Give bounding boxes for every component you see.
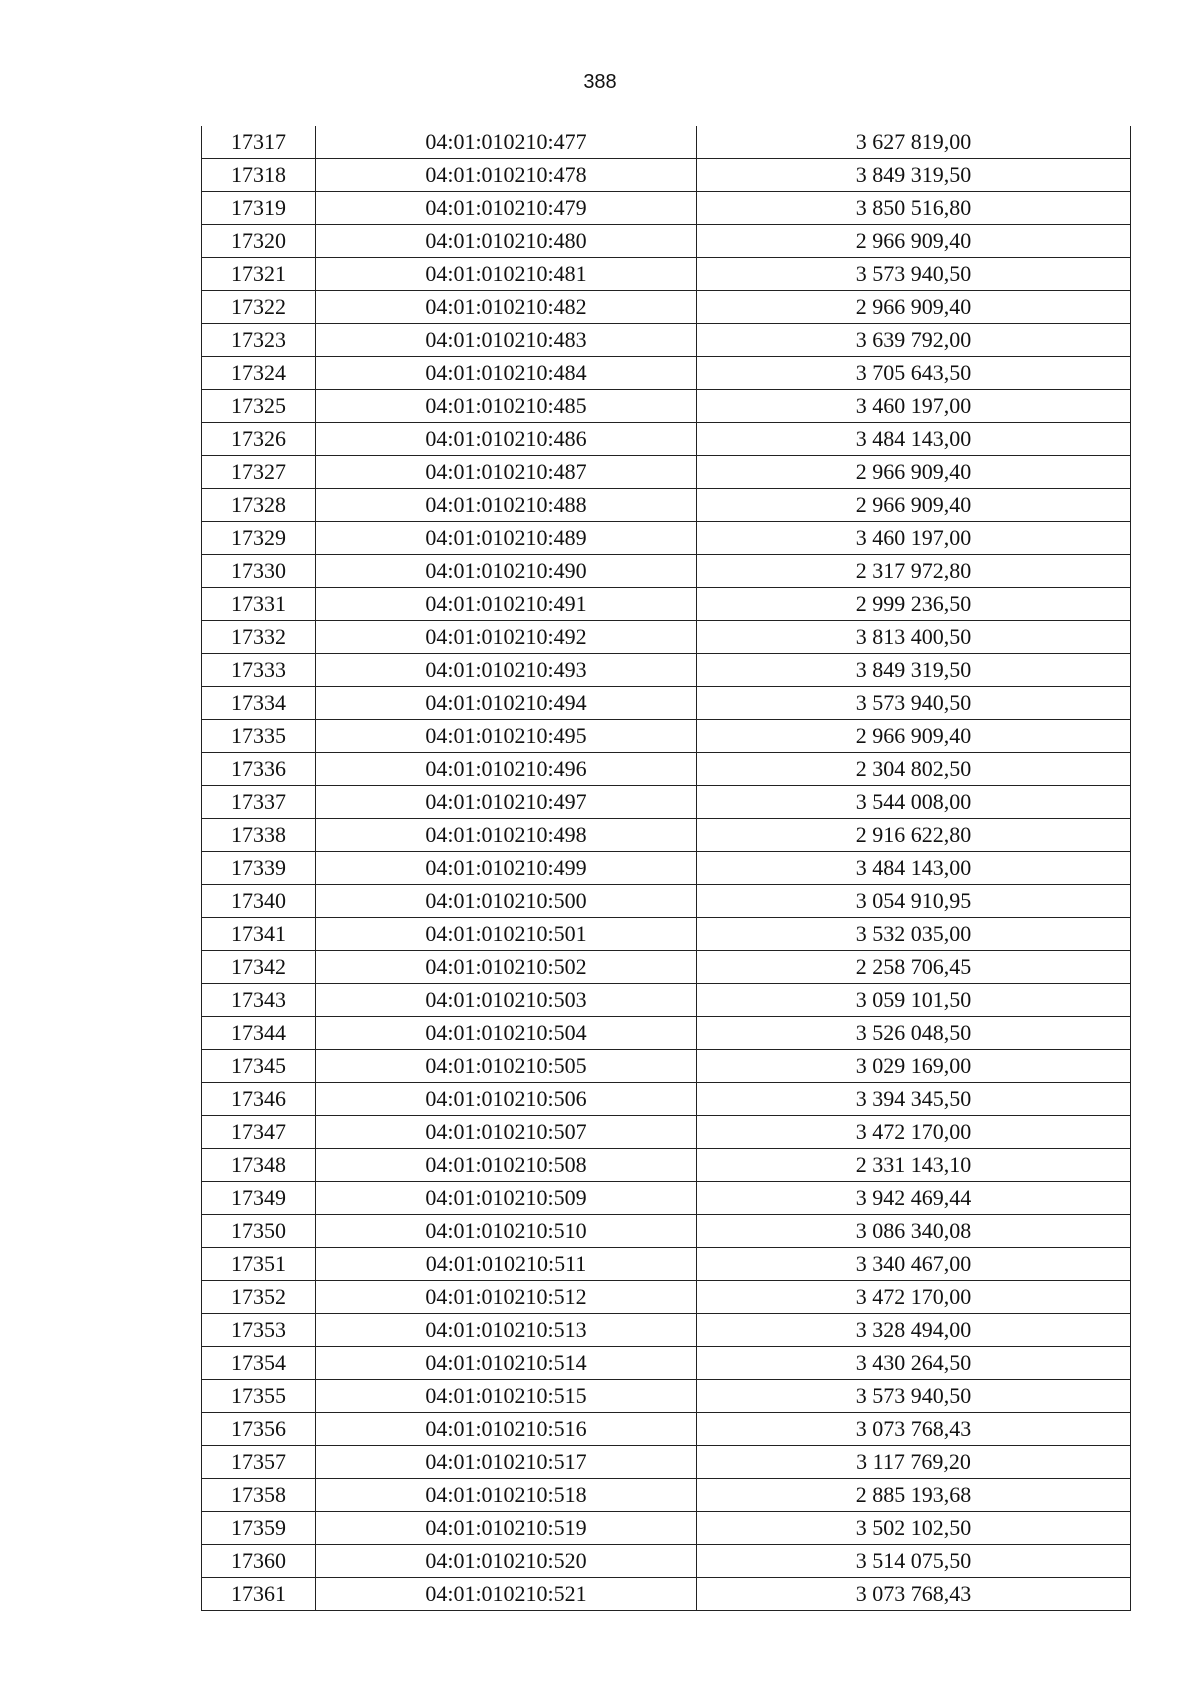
row-number-cell: 17346 bbox=[202, 1083, 316, 1116]
table-row bbox=[202, 258, 1131, 291]
table-row bbox=[202, 951, 1131, 984]
table-row bbox=[202, 1512, 1131, 1545]
row-number-cell: 17325 bbox=[202, 390, 316, 423]
row-number-cell: 17338 bbox=[202, 819, 316, 852]
table-row bbox=[202, 126, 1131, 159]
row-number-cell: 17357 bbox=[202, 1446, 316, 1479]
table-row bbox=[202, 819, 1131, 852]
table-row bbox=[202, 1446, 1131, 1479]
cadastral-value-cell: 3 813 400,50 bbox=[697, 621, 1131, 654]
cadastral-value-cell: 2 966 909,40 bbox=[697, 489, 1131, 522]
row-number-cell: 17339 bbox=[202, 852, 316, 885]
cadastral-number-cell: 04:01:010210:512 bbox=[316, 1281, 697, 1314]
cadastral-number-cell: 04:01:010210:493 bbox=[316, 654, 697, 687]
table-row bbox=[202, 1314, 1131, 1347]
cadastral-number-cell: 04:01:010210:494 bbox=[316, 687, 697, 720]
cadastral-value-cell: 3 850 516,80 bbox=[697, 192, 1131, 225]
table-row bbox=[202, 1545, 1131, 1578]
row-number-cell: 17359 bbox=[202, 1512, 316, 1545]
cadastral-number-cell: 04:01:010210:487 bbox=[316, 456, 697, 489]
cadastral-value-cell: 2 966 909,40 bbox=[697, 456, 1131, 489]
cadastral-number-cell: 04:01:010210:498 bbox=[316, 819, 697, 852]
cadastral-value-cell: 3 942 469,44 bbox=[697, 1182, 1131, 1215]
cadastral-value-cell: 3 054 910,95 bbox=[697, 885, 1131, 918]
cadastral-number-cell: 04:01:010210:509 bbox=[316, 1182, 697, 1215]
row-number-cell: 17322 bbox=[202, 291, 316, 324]
table-row bbox=[202, 1413, 1131, 1446]
row-number-cell: 17337 bbox=[202, 786, 316, 819]
table-row bbox=[202, 753, 1131, 786]
row-number-cell: 17344 bbox=[202, 1017, 316, 1050]
table-row bbox=[202, 423, 1131, 456]
cadastral-value-cell: 3 573 940,50 bbox=[697, 687, 1131, 720]
cadastral-number-cell: 04:01:010210:517 bbox=[316, 1446, 697, 1479]
row-number-cell: 17317 bbox=[202, 126, 316, 159]
row-number-cell: 17342 bbox=[202, 951, 316, 984]
cadastral-value-cell: 3 394 345,50 bbox=[697, 1083, 1131, 1116]
table-row bbox=[202, 852, 1131, 885]
cadastral-value-cell: 3 849 319,50 bbox=[697, 654, 1131, 687]
cadastral-value-cell: 3 460 197,00 bbox=[697, 522, 1131, 555]
row-number-cell: 17352 bbox=[202, 1281, 316, 1314]
cadastral-value-cell: 3 532 035,00 bbox=[697, 918, 1131, 951]
cadastral-value-cell: 3 460 197,00 bbox=[697, 390, 1131, 423]
cadastral-number-cell: 04:01:010210:508 bbox=[316, 1149, 697, 1182]
cadastral-value-cell: 3 484 143,00 bbox=[697, 423, 1131, 456]
cadastral-value-cell: 2 304 802,50 bbox=[697, 753, 1131, 786]
cadastral-number-cell: 04:01:010210:519 bbox=[316, 1512, 697, 1545]
row-number-cell: 17356 bbox=[202, 1413, 316, 1446]
cadastral-number-cell: 04:01:010210:518 bbox=[316, 1479, 697, 1512]
cadastral-number-cell: 04:01:010210:495 bbox=[316, 720, 697, 753]
cadastral-value-cell: 2 317 972,80 bbox=[697, 555, 1131, 588]
table-row bbox=[202, 1380, 1131, 1413]
table-row bbox=[202, 1215, 1131, 1248]
cadastral-value-cell: 3 117 769,20 bbox=[697, 1446, 1131, 1479]
page-number: 388 bbox=[583, 71, 617, 93]
row-number-cell: 17361 bbox=[202, 1578, 316, 1611]
row-number-cell: 17341 bbox=[202, 918, 316, 951]
row-number-cell: 17332 bbox=[202, 621, 316, 654]
cadastral-value-cell: 3 340 467,00 bbox=[697, 1248, 1131, 1281]
cadastral-value-cell: 3 573 940,50 bbox=[697, 1380, 1131, 1413]
row-number-cell: 17326 bbox=[202, 423, 316, 456]
cadastral-number-cell: 04:01:010210:491 bbox=[316, 588, 697, 621]
row-number-cell: 17328 bbox=[202, 489, 316, 522]
cadastral-value-cell: 3 073 768,43 bbox=[697, 1578, 1131, 1611]
row-number-cell: 17350 bbox=[202, 1215, 316, 1248]
cadastral-value-cell: 3 430 264,50 bbox=[697, 1347, 1131, 1380]
table-row bbox=[202, 1149, 1131, 1182]
cadastral-number-cell: 04:01:010210:486 bbox=[316, 423, 697, 456]
row-number-cell: 17335 bbox=[202, 720, 316, 753]
cadastral-value-cell: 2 999 236,50 bbox=[697, 588, 1131, 621]
cadastral-value-cell: 3 514 075,50 bbox=[697, 1545, 1131, 1578]
table-row bbox=[202, 984, 1131, 1017]
row-number-cell: 17347 bbox=[202, 1116, 316, 1149]
row-number-cell: 17345 bbox=[202, 1050, 316, 1083]
cadastral-number-cell: 04:01:010210:480 bbox=[316, 225, 697, 258]
cadastral-number-cell: 04:01:010210:484 bbox=[316, 357, 697, 390]
row-number-cell: 17349 bbox=[202, 1182, 316, 1215]
table-row bbox=[202, 1578, 1131, 1611]
cadastral-number-cell: 04:01:010210:514 bbox=[316, 1347, 697, 1380]
cadastral-number-cell: 04:01:010210:520 bbox=[316, 1545, 697, 1578]
cadastral-number-cell: 04:01:010210:516 bbox=[316, 1413, 697, 1446]
cadastral-value-cell: 3 029 169,00 bbox=[697, 1050, 1131, 1083]
cadastral-number-cell: 04:01:010210:500 bbox=[316, 885, 697, 918]
table-row bbox=[202, 1347, 1131, 1380]
cadastral-value-cell: 3 627 819,00 bbox=[697, 126, 1131, 159]
table-row bbox=[202, 1083, 1131, 1116]
cadastral-value-cell: 2 966 909,40 bbox=[697, 225, 1131, 258]
table-row bbox=[202, 720, 1131, 753]
cadastral-value-cell: 3 086 340,08 bbox=[697, 1215, 1131, 1248]
row-number-cell: 17355 bbox=[202, 1380, 316, 1413]
row-number-cell: 17330 bbox=[202, 555, 316, 588]
cadastral-number-cell: 04:01:010210:477 bbox=[316, 126, 697, 159]
table-row bbox=[202, 324, 1131, 357]
cadastral-value-cell: 2 966 909,40 bbox=[697, 720, 1131, 753]
cadastral-number-cell: 04:01:010210:501 bbox=[316, 918, 697, 951]
cadastral-number-cell: 04:01:010210:482 bbox=[316, 291, 697, 324]
table-row bbox=[202, 1017, 1131, 1050]
row-number-cell: 17329 bbox=[202, 522, 316, 555]
row-number-cell: 17340 bbox=[202, 885, 316, 918]
cadastral-number-cell: 04:01:010210:489 bbox=[316, 522, 697, 555]
cadastral-number-cell: 04:01:010210:503 bbox=[316, 984, 697, 1017]
table-row bbox=[202, 1050, 1131, 1083]
table-body bbox=[202, 126, 1131, 1611]
row-number-cell: 17336 bbox=[202, 753, 316, 786]
cadastral-number-cell: 04:01:010210:488 bbox=[316, 489, 697, 522]
cadastral-value-cell: 3 526 048,50 bbox=[697, 1017, 1131, 1050]
cadastral-value-cell: 3 472 170,00 bbox=[697, 1116, 1131, 1149]
cadastral-number-cell: 04:01:010210:511 bbox=[316, 1248, 697, 1281]
table-row bbox=[202, 1248, 1131, 1281]
cadastral-value-cell: 3 502 102,50 bbox=[697, 1512, 1131, 1545]
cadastral-number-cell: 04:01:010210:485 bbox=[316, 390, 697, 423]
cadastral-number-cell: 04:01:010210:507 bbox=[316, 1116, 697, 1149]
row-number-cell: 17327 bbox=[202, 456, 316, 489]
row-number-cell: 17348 bbox=[202, 1149, 316, 1182]
cadastral-value-cell: 3 472 170,00 bbox=[697, 1281, 1131, 1314]
cadastral-number-cell: 04:01:010210:515 bbox=[316, 1380, 697, 1413]
cadastral-number-cell: 04:01:010210:502 bbox=[316, 951, 697, 984]
table-row bbox=[202, 291, 1131, 324]
table-row bbox=[202, 225, 1131, 258]
table-row bbox=[202, 1281, 1131, 1314]
table-row bbox=[202, 159, 1131, 192]
row-number-cell: 17321 bbox=[202, 258, 316, 291]
cadastral-value-cell: 2 916 622,80 bbox=[697, 819, 1131, 852]
cadastral-number-cell: 04:01:010210:478 bbox=[316, 159, 697, 192]
table-row bbox=[202, 654, 1131, 687]
cadastral-number-cell: 04:01:010210:521 bbox=[316, 1578, 697, 1611]
cadastral-value-cell: 2 331 143,10 bbox=[697, 1149, 1131, 1182]
cadastral-number-cell: 04:01:010210:483 bbox=[316, 324, 697, 357]
row-number-cell: 17353 bbox=[202, 1314, 316, 1347]
cadastral-value-cell: 2 258 706,45 bbox=[697, 951, 1131, 984]
row-number-cell: 17323 bbox=[202, 324, 316, 357]
row-number-cell: 17334 bbox=[202, 687, 316, 720]
row-number-cell: 17319 bbox=[202, 192, 316, 225]
cadastral-number-cell: 04:01:010210:510 bbox=[316, 1215, 697, 1248]
table-row bbox=[202, 456, 1131, 489]
row-number-cell: 17343 bbox=[202, 984, 316, 1017]
cadastral-value-cell: 3 639 792,00 bbox=[697, 324, 1131, 357]
row-number-cell: 17331 bbox=[202, 588, 316, 621]
cadastral-number-cell: 04:01:010210:504 bbox=[316, 1017, 697, 1050]
cadastral-number-cell: 04:01:010210:497 bbox=[316, 786, 697, 819]
cadastral-number-cell: 04:01:010210:479 bbox=[316, 192, 697, 225]
table-row bbox=[202, 687, 1131, 720]
row-number-cell: 17354 bbox=[202, 1347, 316, 1380]
row-number-cell: 17360 bbox=[202, 1545, 316, 1578]
cadastral-value-cell: 3 849 319,50 bbox=[697, 159, 1131, 192]
row-number-cell: 17351 bbox=[202, 1248, 316, 1281]
row-number-cell: 17358 bbox=[202, 1479, 316, 1512]
cadastral-value-cell: 3 544 008,00 bbox=[697, 786, 1131, 819]
cadastral-value-cell: 2 885 193,68 bbox=[697, 1479, 1131, 1512]
row-number-cell: 17333 bbox=[202, 654, 316, 687]
table-row bbox=[202, 192, 1131, 225]
row-number-cell: 17318 bbox=[202, 159, 316, 192]
cadastral-number-cell: 04:01:010210:513 bbox=[316, 1314, 697, 1347]
cadastral-number-cell: 04:01:010210:492 bbox=[316, 621, 697, 654]
table-row bbox=[202, 357, 1131, 390]
cadastral-value-cell: 3 073 768,43 bbox=[697, 1413, 1131, 1446]
table-row bbox=[202, 390, 1131, 423]
table-row bbox=[202, 918, 1131, 951]
cadastral-number-cell: 04:01:010210:499 bbox=[316, 852, 697, 885]
table-row bbox=[202, 621, 1131, 654]
cadastral-number-cell: 04:01:010210:481 bbox=[316, 258, 697, 291]
cadastral-value-cell: 3 573 940,50 bbox=[697, 258, 1131, 291]
cadastral-number-cell: 04:01:010210:496 bbox=[316, 753, 697, 786]
row-number-cell: 17324 bbox=[202, 357, 316, 390]
cadastral-value-table bbox=[201, 126, 1131, 1611]
cadastral-value-cell: 3 059 101,50 bbox=[697, 984, 1131, 1017]
cadastral-number-cell: 04:01:010210:505 bbox=[316, 1050, 697, 1083]
cadastral-value-cell: 2 966 909,40 bbox=[697, 291, 1131, 324]
cadastral-number-cell: 04:01:010210:506 bbox=[316, 1083, 697, 1116]
table-row bbox=[202, 786, 1131, 819]
table-row bbox=[202, 588, 1131, 621]
table-row bbox=[202, 489, 1131, 522]
table-row bbox=[202, 555, 1131, 588]
cadastral-value-cell: 3 484 143,00 bbox=[697, 852, 1131, 885]
cadastral-value-cell: 3 705 643,50 bbox=[697, 357, 1131, 390]
table-row bbox=[202, 1116, 1131, 1149]
table-row bbox=[202, 885, 1131, 918]
cadastral-number-cell: 04:01:010210:490 bbox=[316, 555, 697, 588]
row-number-cell: 17320 bbox=[202, 225, 316, 258]
table-row bbox=[202, 1479, 1131, 1512]
cadastral-value-cell: 3 328 494,00 bbox=[697, 1314, 1131, 1347]
table-row bbox=[202, 522, 1131, 555]
table-row bbox=[202, 1182, 1131, 1215]
